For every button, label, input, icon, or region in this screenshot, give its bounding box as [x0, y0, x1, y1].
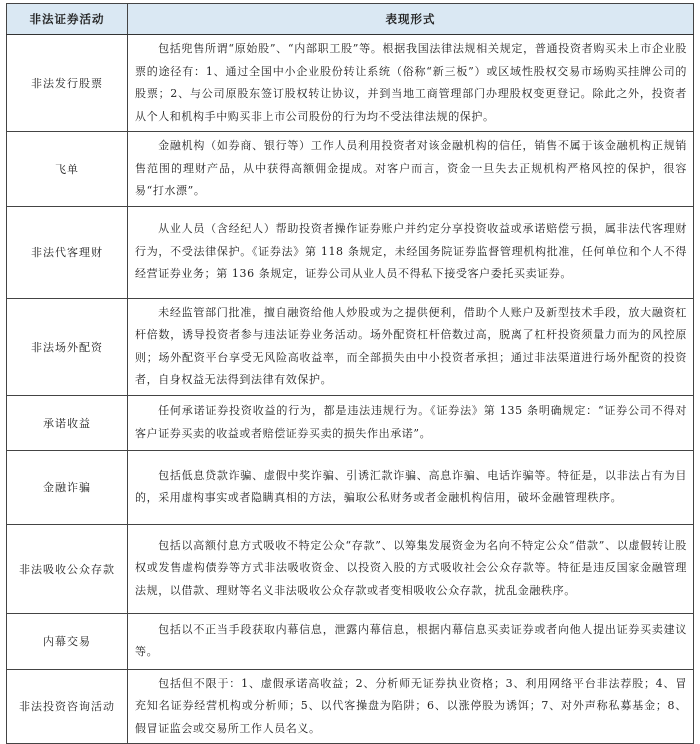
table-row	[7, 613, 694, 669]
activity-cell: 非法发行股票	[7, 35, 128, 132]
description-cell: 任何承诺证券投资收益的行为，都是违法违规行为。《证券法》第 135 条明确规定：“证券公司不得对客户证券买卖的收益或者赔偿证券买卖的损失作出承诺”。	[128, 395, 694, 450]
description-cell: 从业人员（含经纪人）帮助投资者操作证券账户并约定分享投资收益或承诺赔偿亏损，属非法代客理财行为，不受法律保护。《证券法》第 118 条规定，未经国务院证券监督管理机构批准，任何单位和个人不得经营证券业务；第 136 条规定，证券公司从业人员不得私下接受客户委托买卖证券。	[128, 206, 694, 298]
table-row	[7, 524, 694, 613]
activity-cell: 承诺收益	[7, 395, 128, 450]
activity-cell: 非法吸收公众存款	[7, 524, 128, 613]
table-row	[7, 132, 694, 207]
illegal-securities-activities-table	[6, 3, 694, 744]
illegal-securities-table-container	[6, 3, 693, 744]
column-header-activity: 非法证券活动	[7, 4, 128, 35]
table-row	[7, 206, 694, 298]
activity-cell: 金融诈骗	[7, 450, 128, 524]
description-cell: 包括但不限于：1、虚假承诺高收益；2、分析师无证券执业资格；3、利用网络平台非法荐股；4、冒充知名证券经营机构或分析师；5、以代客操盘为陷阱；6、以涨停股为诱饵；7、对外声称私募基金；8、假冒证监会或交易所工作人员名义。	[128, 669, 694, 744]
table-row	[7, 395, 694, 450]
description-cell: 未经监管部门批准，擅自融资给他人炒股或为之提供便利，借助个人账户及新型技术手段，放大融资杠杆倍数，诱导投资者参与违法证券业务活动。场外配资杠杆倍数过高，脱离了杠杆投资须量力而为的风控原则；场外配资平台享受无风险高收益率，而全部损失由中小投资者承担；通过非法渠道进行场外配资的投资者，自身权益无法得到法律有效保护。	[128, 298, 694, 395]
table-body	[7, 35, 694, 744]
activity-cell: 非法场外配资	[7, 298, 128, 395]
description-cell: 包括低息贷款诈骗、虚假中奖诈骗、引诱汇款诈骗、高息诈骗、电话诈骗等。特征是，以非法占有为目的，采用虚构事实或者隐瞒真相的方法，骗取公私财务或者金融机构信用，破坏金融管理秩序。	[128, 450, 694, 524]
description-cell: 包括兜售所谓“原始股”、“内部职工股”等。根据我国法律法规相关规定，普通投资者购买未上市企业股票的途径有：1、通过全国中小企业股份转让系统（俗称“新三板”）或区域性股权交易市场购买挂牌公司的股票；2、与公司原股东签订股权转让协议，并到当地工商管理部门办理股权变更登记。除此之外，投资者从个人和机构手中购买非上市公司股份的行为均不受法律法规的保护。	[128, 35, 694, 132]
description-cell: 金融机构（如券商、银行等）工作人员利用投资者对该金融机构的信任，销售不属于该金融机构正规销售范围的理财产品，从中获得高额佣金提成。对客户而言，资金一旦失去正规机构严格风控的保护，很容易“打水漂”。	[128, 132, 694, 207]
table-row	[7, 669, 694, 744]
activity-cell: 飞单	[7, 132, 128, 207]
column-header-form: 表现形式	[128, 4, 694, 35]
table-row	[7, 450, 694, 524]
description-cell: 包括以高额付息方式吸收不特定公众“存款”、以筹集发展资金为名向不特定公众“借款”、以虚假转让股权或发售虚构债券等方式非法吸收资金、以投资入股的方式吸收社会公众存款等。特征是违反国家金融管理法规，以借款、理财等名义非法吸收公众存款或者变相吸收公众存款，扰乱金融秩序。	[128, 524, 694, 613]
activity-cell: 非法代客理财	[7, 206, 128, 298]
activity-cell: 非法投资咨询活动	[7, 669, 128, 744]
activity-cell: 内幕交易	[7, 613, 128, 669]
table-header	[7, 4, 694, 35]
table-row	[7, 35, 694, 132]
description-cell: 包括以不正当手段获取内幕信息，泄露内幕信息，根据内幕信息买卖证券或者向他人提出证券买卖建议等。	[128, 613, 694, 669]
table-row	[7, 298, 694, 395]
header-row	[7, 4, 694, 35]
